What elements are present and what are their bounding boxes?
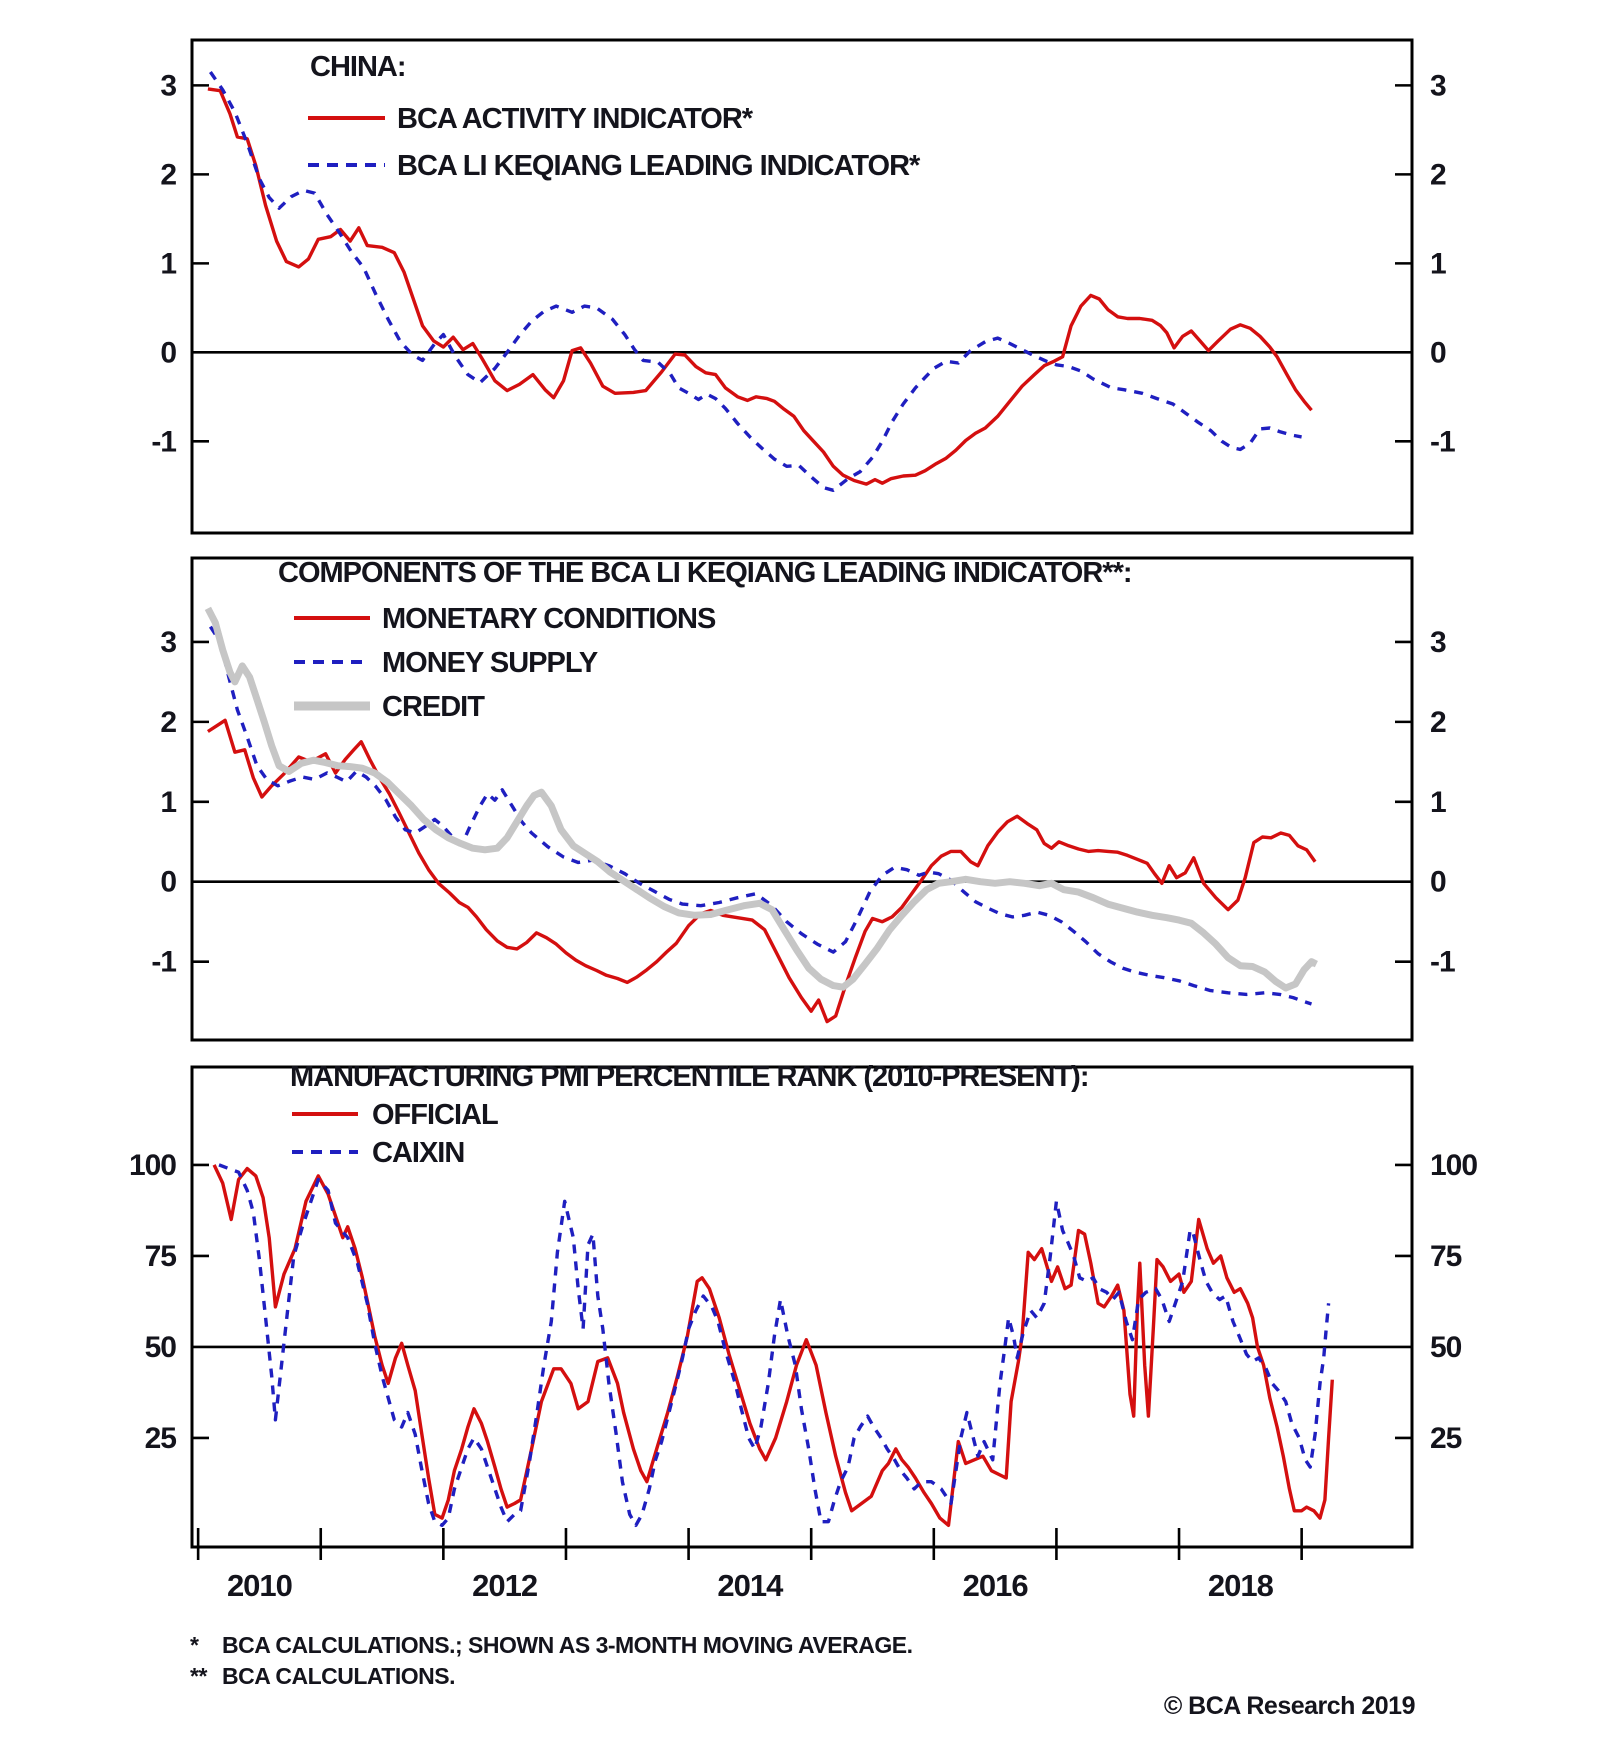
y-tick-label-right: 3 bbox=[1430, 625, 1446, 659]
series-bca-li-keqiang-leading-indicator- bbox=[210, 72, 1301, 490]
footnote-marker-2: ** bbox=[190, 1663, 207, 1689]
y-tick-label-right: 2 bbox=[1430, 158, 1446, 192]
footnote-marker-1: * bbox=[190, 1632, 199, 1658]
footnote-text-2: BCA CALCULATIONS. bbox=[222, 1663, 455, 1689]
li-keqiang-components-legend-title: COMPONENTS OF THE BCA LI KEQIANG LEADING INDICATOR**: bbox=[278, 557, 1132, 589]
legend-label-monetary-conditions: MONETARY CONDITIONS bbox=[382, 603, 716, 635]
y-tick-label-left: 0 bbox=[160, 336, 176, 370]
y-tick-label-left: 3 bbox=[160, 625, 176, 659]
copyright-notice: © BCA Research 2019 bbox=[1163, 1692, 1415, 1720]
y-tick-label-left: 2 bbox=[160, 705, 176, 739]
y-tick-label-left: 100 bbox=[128, 1148, 176, 1182]
manufacturing-pmi-percentile-legend-title: MANUFACTURING PMI PERCENTILE RANK (2010-PRESENT): bbox=[290, 1061, 1089, 1093]
y-tick-label-left: 0 bbox=[160, 865, 176, 899]
series-money-supply bbox=[210, 627, 1311, 1004]
y-tick-label-left: 50 bbox=[144, 1330, 176, 1364]
y-tick-label-right: 50 bbox=[1430, 1330, 1462, 1364]
footnote-line-1 bbox=[190, 1632, 912, 1659]
y-tick-label-left: 1 bbox=[160, 247, 176, 281]
y-tick-label-right: -1 bbox=[1430, 425, 1455, 459]
y-tick-label-left: -1 bbox=[151, 945, 176, 979]
x-axis-label-2016: 2016 bbox=[962, 1568, 1028, 1603]
y-tick-label-left: -1 bbox=[151, 425, 176, 459]
footnote-line-2 bbox=[190, 1663, 455, 1690]
legend-label-official: OFFICIAL bbox=[372, 1099, 498, 1131]
y-tick-label-right: 3 bbox=[1430, 69, 1446, 103]
y-tick-label-right: 0 bbox=[1430, 865, 1446, 899]
y-tick-label-right: 1 bbox=[1430, 785, 1446, 819]
x-axis-label-2014: 2014 bbox=[717, 1568, 783, 1603]
y-tick-label-right: -1 bbox=[1430, 945, 1455, 979]
legend-label-money-supply: MONEY SUPPLY bbox=[382, 647, 598, 679]
series-credit bbox=[208, 608, 1317, 988]
legend-label-bca-activity-indicator-: BCA ACTIVITY INDICATOR* bbox=[397, 103, 753, 135]
y-tick-label-left: 2 bbox=[160, 158, 176, 192]
series-monetary-conditions bbox=[208, 720, 1315, 1021]
x-axis-label-2010: 2010 bbox=[226, 1568, 292, 1603]
x-axis-label-2018: 2018 bbox=[1207, 1568, 1273, 1603]
y-tick-label-right: 1 bbox=[1430, 247, 1446, 281]
y-tick-label-left: 75 bbox=[144, 1239, 176, 1273]
china-indicators-border bbox=[192, 40, 1412, 533]
y-tick-label-right: 25 bbox=[1430, 1421, 1462, 1455]
y-tick-label-right: 2 bbox=[1430, 705, 1446, 739]
legend-label-caixin: CAIXIN bbox=[372, 1137, 465, 1169]
china-indicators-legend-title: CHINA: bbox=[310, 51, 406, 83]
y-tick-label-right: 75 bbox=[1430, 1239, 1462, 1273]
legend-label-bca-li-keqiang-leading-indicator-: BCA LI KEQIANG LEADING INDICATOR* bbox=[397, 150, 920, 182]
y-tick-label-left: 3 bbox=[160, 69, 176, 103]
legend-label-credit: CREDIT bbox=[382, 691, 484, 723]
x-axis-label-2012: 2012 bbox=[472, 1568, 538, 1603]
series-official bbox=[214, 1165, 1332, 1525]
footnote-text-1: BCA CALCULATIONS.; SHOWN AS 3-MONTH MOVING AVERAGE. bbox=[222, 1632, 913, 1658]
series-caixin bbox=[219, 1165, 1329, 1525]
y-tick-label-right: 100 bbox=[1430, 1148, 1478, 1182]
y-tick-label-left: 25 bbox=[144, 1421, 176, 1455]
li-keqiang-components-border bbox=[192, 558, 1412, 1040]
y-tick-label-left: 1 bbox=[160, 785, 176, 819]
y-tick-label-right: 0 bbox=[1430, 336, 1446, 370]
